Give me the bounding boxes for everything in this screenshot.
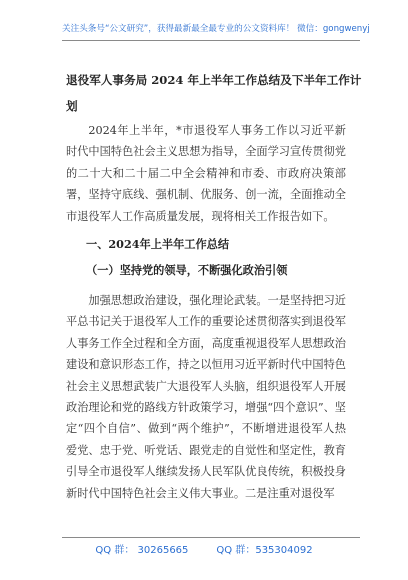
footer [0,541,408,556]
footer-qq-group-2: QQ 群：535304092 [216,545,313,556]
intro-paragraph: 2024年上半年，*市退役军人事务工作以习近平新时代中国特色社会主义思想为指导，全面学习宣传贯彻党的二十大和二十届二中全会精神和市委、市政府决策部署，坚持守底线、强机制、优服务、创一流，全面推动全市退役军人工作高质量发展，现将相关工作报告如下。 [66,124,346,223]
footer-divider [62,537,360,538]
document-title: 退役军人事务局 2024 年上半年工作总结及下半年工作计划 [66,73,362,113]
header-banner: 关注头条号“公文研究”，获得最新最全最专业的公文资料库！ 微信：gongwenyj [62,24,370,34]
body-paragraph: 加强思想政治建设，强化理论武装。一是坚持把习近平总书记关于退役军人工作的重要论述贯彻落实到退役军人事务工作全过程和全方面，高度重视退役军人思想政治建设和意识形态工作，持之以恒用习近平新时代中国特色社会主义思想武装广大退役军人头脑，组织退役军人开展政治理论和党的路线方针政策学习，增强“四个意识”、坚定“四个自信”、做到“两个维护”，不断增进退役军人热爱党、忠于党、听党话、跟党走的自觉性和坚定性，教育引导全市退役军人继续发扬人民军队优良传统，积极投身新时代中国特色社会主义伟大事业。二是注重对退役军 [66,294,346,500]
footer-qq-group-1: QQ 群： 30265665 [95,545,189,556]
header-divider [62,40,360,41]
subsection-heading: （一）坚持党的领导，不断强化政治引领 [86,263,288,277]
section-heading: 一、2024年上半年工作总结 [86,237,230,251]
